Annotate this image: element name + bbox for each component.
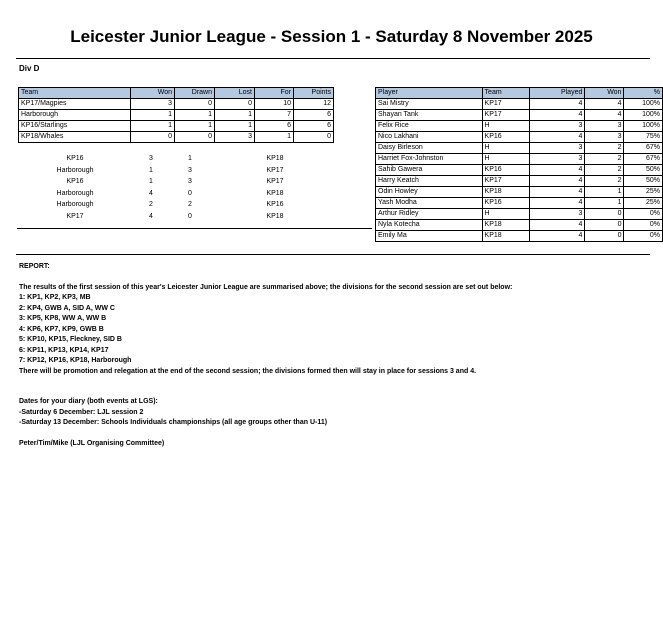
header-drawn: Drawn bbox=[175, 88, 215, 99]
percent-value: 50% bbox=[624, 165, 663, 176]
played-value: 3 bbox=[530, 154, 585, 165]
player-team: KP18 bbox=[482, 187, 530, 198]
player-name: Sahib Gawera bbox=[376, 165, 483, 176]
table-row bbox=[19, 121, 334, 132]
table-row bbox=[19, 132, 334, 143]
percent-value: 100% bbox=[624, 99, 663, 110]
division-line: 1: KP1, KP2, KP3, MB bbox=[19, 294, 91, 301]
report-section bbox=[19, 262, 512, 449]
standings-table bbox=[18, 87, 334, 143]
player-team: H bbox=[482, 121, 530, 132]
table-row bbox=[376, 132, 663, 143]
standings-header-row bbox=[19, 88, 334, 99]
player-name: Felix Rice bbox=[376, 121, 483, 132]
player-team: KP18 bbox=[482, 220, 530, 231]
played-value: 3 bbox=[530, 209, 585, 220]
divider bbox=[16, 58, 650, 59]
player-team: H bbox=[482, 209, 530, 220]
header-points: Points bbox=[294, 88, 334, 99]
player-name: Shayan Tank bbox=[376, 110, 483, 121]
home-score: 4 bbox=[149, 189, 153, 197]
date-item: -Saturday 13 December: Schools Individuals championships (all age groups other than U-11) bbox=[19, 419, 328, 426]
away-team: KP18 bbox=[266, 155, 284, 162]
table-row bbox=[376, 110, 663, 121]
drawn-value: 1 bbox=[175, 121, 215, 132]
points-value: 6 bbox=[294, 121, 334, 132]
played-value: 3 bbox=[530, 121, 585, 132]
players-header-row bbox=[376, 88, 663, 99]
divider bbox=[17, 228, 372, 229]
table-row bbox=[376, 121, 663, 132]
won-value: 3 bbox=[585, 121, 624, 132]
away-score: 0 bbox=[188, 189, 192, 197]
away-team: KP17 bbox=[266, 166, 284, 174]
team-name: KP17/Magpies bbox=[19, 99, 131, 110]
home-team: Harborough bbox=[56, 201, 94, 209]
drawn-value: 1 bbox=[175, 110, 215, 121]
player-name: Arthur Ridley bbox=[376, 209, 483, 220]
header-won: Won bbox=[585, 88, 624, 99]
table-row bbox=[376, 198, 663, 209]
home-team: KP16 bbox=[66, 178, 84, 186]
won-value: 2 bbox=[585, 165, 624, 176]
table-row bbox=[376, 176, 663, 187]
player-name: Daisy Birleson bbox=[376, 143, 483, 154]
away-score: 3 bbox=[188, 178, 192, 186]
player-name: Nyla Kotecha bbox=[376, 220, 483, 231]
players-table bbox=[375, 87, 663, 242]
played-value: 4 bbox=[530, 99, 585, 110]
away-team: KP18 bbox=[266, 212, 284, 220]
header-for: For bbox=[255, 88, 294, 99]
percent-value: 67% bbox=[624, 154, 663, 165]
division-line: 6: KP11, KP13, KP14, KP17 bbox=[19, 346, 109, 354]
won-value: 2 bbox=[585, 143, 624, 154]
home-score: 1 bbox=[149, 166, 153, 174]
division-line: 7: KP12, KP16, KP18, Harborough bbox=[19, 357, 132, 364]
percent-value: 67% bbox=[624, 143, 663, 154]
promotion-note: There will be promotion and relegation at the end of the second session; the divisions formed then will stay in place for sessions 3 and 4. bbox=[19, 367, 477, 375]
page-title: Leicester Junior League - Session 1 - Saturday 8 November 2025 bbox=[70, 27, 593, 46]
won-value: 3 bbox=[585, 132, 624, 143]
won-value: 0 bbox=[585, 231, 624, 242]
lost-value: 1 bbox=[215, 121, 255, 132]
header-percent: % bbox=[624, 88, 663, 99]
division-line: 4: KP6, KP7, KP9, GWB B bbox=[19, 325, 104, 333]
played-value: 4 bbox=[530, 198, 585, 209]
player-team: KP17 bbox=[482, 99, 530, 110]
header-played: Played bbox=[530, 88, 585, 99]
date-item: -Saturday 6 December: LJL session 2 bbox=[19, 408, 144, 416]
points-value: 0 bbox=[294, 132, 334, 143]
won-value: 1 bbox=[131, 110, 175, 121]
home-score: 1 bbox=[149, 178, 153, 186]
away-score: 3 bbox=[188, 166, 192, 174]
signoff: Peter/Tim/Mike (LJL Organising Committee) bbox=[19, 439, 165, 447]
percent-value: 75% bbox=[624, 132, 663, 143]
home-score: 3 bbox=[149, 155, 153, 162]
table-row bbox=[376, 187, 663, 198]
home-team: KP16 bbox=[66, 155, 84, 162]
away-team: KP17 bbox=[266, 178, 284, 186]
player-name: Emily Ma bbox=[376, 231, 483, 242]
won-value: 1 bbox=[585, 198, 624, 209]
divider bbox=[16, 254, 650, 255]
player-team: H bbox=[482, 143, 530, 154]
header-team: Team bbox=[19, 88, 131, 99]
player-team: KP16 bbox=[482, 198, 530, 209]
player-name: Harry Keatch bbox=[376, 176, 483, 187]
won-value: 2 bbox=[585, 176, 624, 187]
percent-value: 0% bbox=[624, 231, 663, 242]
won-value: 0 bbox=[131, 132, 175, 143]
played-value: 4 bbox=[530, 176, 585, 187]
percent-value: 0% bbox=[624, 209, 663, 220]
away-score: 2 bbox=[188, 201, 192, 209]
table-row bbox=[376, 143, 663, 154]
lost-value: 1 bbox=[215, 110, 255, 121]
dates-heading: Dates for your diary (both events at LGS): bbox=[19, 398, 158, 405]
home-team: KP17 bbox=[66, 212, 84, 220]
player-name: Odin Howley bbox=[376, 187, 483, 198]
header-player: Player bbox=[376, 88, 483, 99]
won-value: 0 bbox=[585, 220, 624, 231]
drawn-value: 0 bbox=[175, 99, 215, 110]
percent-value: 0% bbox=[624, 220, 663, 231]
played-value: 4 bbox=[530, 132, 585, 143]
played-value: 4 bbox=[530, 110, 585, 121]
percent-value: 100% bbox=[624, 110, 663, 121]
table-row bbox=[376, 154, 663, 165]
division-line: 2: KP4, GWB A, SID A, WW C bbox=[19, 304, 115, 312]
player-name: Harriet Fox-Johnston bbox=[376, 154, 483, 165]
played-value: 4 bbox=[530, 231, 585, 242]
away-team: KP18 bbox=[266, 189, 284, 197]
percent-value: 100% bbox=[624, 121, 663, 132]
division-line: 5: KP10, KP15, Fleckney, SID B bbox=[19, 336, 122, 343]
away-team: KP16 bbox=[266, 201, 284, 209]
percent-value: 25% bbox=[624, 198, 663, 209]
table-row bbox=[376, 231, 663, 242]
player-name: Nico Lakhani bbox=[376, 132, 483, 143]
player-team: KP16 bbox=[482, 132, 530, 143]
won-value: 1 bbox=[131, 121, 175, 132]
report-intro: The results of the first session of this year's Leicester Junior League are summarised above; the divisions for the second session are set out below: bbox=[19, 283, 513, 291]
table-row bbox=[376, 220, 663, 231]
player-name: Yash Modha bbox=[376, 198, 483, 209]
player-team: KP18 bbox=[482, 231, 530, 242]
table-row bbox=[19, 110, 334, 121]
home-score: 2 bbox=[149, 201, 153, 209]
table-row bbox=[19, 99, 334, 110]
division-label: Div D bbox=[19, 64, 40, 73]
team-name: KP18/Whales bbox=[19, 132, 131, 143]
points-value: 6 bbox=[294, 110, 334, 121]
header-won: Won bbox=[131, 88, 175, 99]
won-value: 4 bbox=[585, 110, 624, 121]
won-value: 4 bbox=[585, 99, 624, 110]
percent-value: 50% bbox=[624, 176, 663, 187]
table-row bbox=[376, 99, 663, 110]
team-name: KP16/Starlings bbox=[19, 121, 131, 132]
played-value: 4 bbox=[530, 187, 585, 198]
table-row bbox=[376, 209, 663, 220]
player-team: KP17 bbox=[482, 176, 530, 187]
player-team: H bbox=[482, 154, 530, 165]
report-heading: REPORT: bbox=[19, 263, 50, 270]
points-value: 12 bbox=[294, 99, 334, 110]
played-value: 4 bbox=[530, 165, 585, 176]
won-value: 2 bbox=[585, 154, 624, 165]
player-team: KP17 bbox=[482, 110, 530, 121]
won-value: 0 bbox=[585, 209, 624, 220]
for-value: 6 bbox=[255, 121, 294, 132]
away-score: 0 bbox=[188, 212, 192, 220]
home-score: 4 bbox=[149, 212, 153, 220]
for-value: 1 bbox=[255, 132, 294, 143]
won-value: 1 bbox=[585, 187, 624, 198]
for-value: 7 bbox=[255, 110, 294, 121]
team-name: Harborough bbox=[19, 110, 131, 121]
table-row bbox=[376, 165, 663, 176]
header-lost: Lost bbox=[215, 88, 255, 99]
won-value: 3 bbox=[131, 99, 175, 110]
header-team: Team bbox=[482, 88, 530, 99]
division-line: 3: KP5, KP8, WW A, WW B bbox=[19, 315, 107, 322]
player-name: Sai Mistry bbox=[376, 99, 483, 110]
player-team: KP16 bbox=[482, 165, 530, 176]
played-value: 4 bbox=[530, 220, 585, 231]
percent-value: 25% bbox=[624, 187, 663, 198]
lost-value: 3 bbox=[215, 132, 255, 143]
drawn-value: 0 bbox=[175, 132, 215, 143]
away-score: 1 bbox=[188, 155, 192, 162]
lost-value: 0 bbox=[215, 99, 255, 110]
home-team: Harborough bbox=[56, 166, 94, 174]
home-team: Harborough bbox=[56, 189, 94, 197]
played-value: 3 bbox=[530, 143, 585, 154]
for-value: 10 bbox=[255, 99, 294, 110]
